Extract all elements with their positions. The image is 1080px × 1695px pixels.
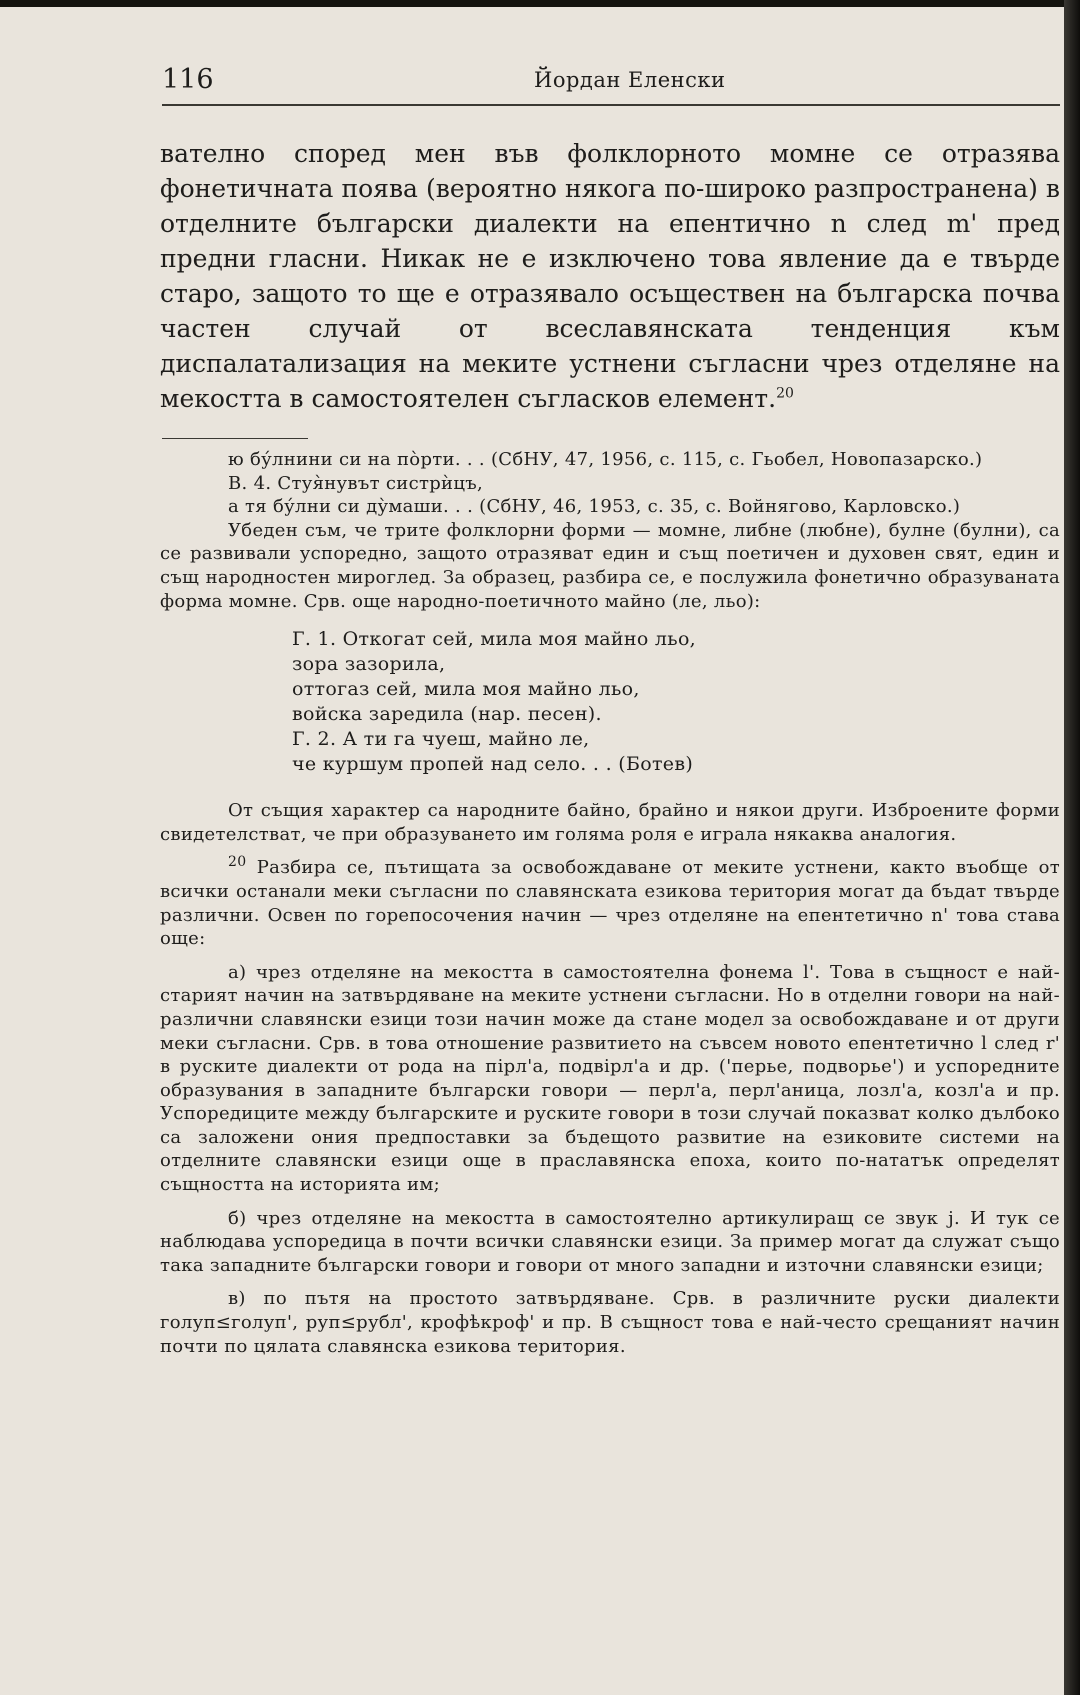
footnote-continuation-1: ю бу́лнини си на по̀рти. . . (СбНУ, 47, 1956, с. 115, с. Гьобел, Новопазарско.) xyxy=(228,449,983,470)
header-rule xyxy=(162,104,1060,106)
verse-line: войска заредила (нар. песен). xyxy=(292,703,602,726)
verse-line: Г. 1. Откогат сей, мила моя майно льо, xyxy=(292,628,697,651)
footnote-ref-20: 20 xyxy=(776,385,794,402)
running-title: Йордан Еленски xyxy=(534,68,726,92)
footnote-20-item-c: в) по пътя на простото затвърдяване. Срв. в различните руски диалекти голуп≤голуп', руп≤рубл', крофѣкроф' и пр. В същност това е най-често срещаният начин почти по цялата славянска езикова територия. xyxy=(160,1288,1060,1357)
main-text: вателно според мен във фолклорното момне се отразява фонетичната поява (вероятно някога по-широко разпространена) в отделните български диалекти на епентично n след m' пред предни гласни. Никак не е изключено това явление да е твърде старо, защото то ще е отразявало осъществен на българска почва частен случай от всеславянската тенденция към диспалатализация на меките устнени съгласни чрез отделяне на мекостта в самостоятелен съгласков елемент. xyxy=(160,139,1060,413)
footnote-20-item-b: б) чрез отделяне на мекостта в самостоятелно артикулиращ се звук j. И тук се наблюдава успоредица в почти всички славянски езици. За пример могат да служат също така западните български говори и говори от много западни и източни славянски езици; xyxy=(160,1207,1060,1276)
page-header xyxy=(162,64,1060,104)
main-paragraph xyxy=(160,136,1060,416)
verse-line: че куршум пропей над село. . . (Ботев) xyxy=(292,753,694,776)
footnotes xyxy=(160,448,1060,1358)
footnote-paragraph-1: Убеден съм, че трите фолклорни форми — момне, либне (любне), булне (булни), са се развивали успоредно, защото отразяват един и същ поетичен и духовен свят, един и същ народностен мироглед. За образец, разбира се, е послужила фонетично образуваната форма момне. Срв. още народно-поетичното майно (ле, льо): xyxy=(160,519,1060,612)
footnote-20-mark: 20 xyxy=(228,854,247,871)
footnote-separator xyxy=(162,438,308,439)
verse-quote xyxy=(160,627,1060,777)
footnote-20-text: Разбира се, пътищата за освобождаване от меките устнени, както въобще от всички останали меки съгласни по славянската езикова територия могат да бъдат твърде различни. Освен по горепосочения начин — чрез отделяне на епентетично n' това става още: xyxy=(160,857,1060,950)
footnote-20 xyxy=(160,856,1060,950)
footnote-continuation-3: а тя бу́лни си ду̀маши. . . (СбНУ, 46, 1953, с. 35, с. Войнягово, Карловско.) xyxy=(228,496,961,518)
verse-line: зора зазорила, xyxy=(292,653,446,676)
footnote-20-item-a: а) чрез отделяне на мекостта в самостоятелна фонема l'. Това в същност е най-старият начин на затвърдяване на меките устнени съгласни. Но в отделни говори на най-различни славянски езици този начин може да стане модел за освобождаване и от други меки съгласни. Срв. в това отношение развитието на съвсем новото епентетично l след r' в руските диалекти от рода на пірл'а, подвірл'а и др. ('перье, подворье') и успоредните образувания в западните български говори — перл'а, перл'аница, лозл'а, козл'а и пр. Успоредиците между българските и руските говори в този случай показват колко дълбоко са заложени ония предпоставки за бъдещото развитие на езиковите системи на отделните славянски езици още в праславянска епоха, които по-нататък определят същността на историята им; xyxy=(160,961,1060,1196)
verse-line: Г. 2. А ти га чуеш, майно ле, xyxy=(292,728,590,751)
binding-edge-shadow xyxy=(1064,0,1080,1695)
footnote-continuation-2: В. 4. Стуя̀нувът систрѝцъ, xyxy=(228,472,483,494)
footnote-paragraph-2: От същия характер са народните байно, брайно и някои други. Изброените форми свидетелстват, че при образуването им голяма роля е играла някаква аналогия. xyxy=(160,800,1060,845)
top-edge-shadow xyxy=(0,0,1064,7)
page-number: 116 xyxy=(162,64,214,95)
verse-line: оттогаз сей, мила моя майно льо, xyxy=(292,678,640,701)
